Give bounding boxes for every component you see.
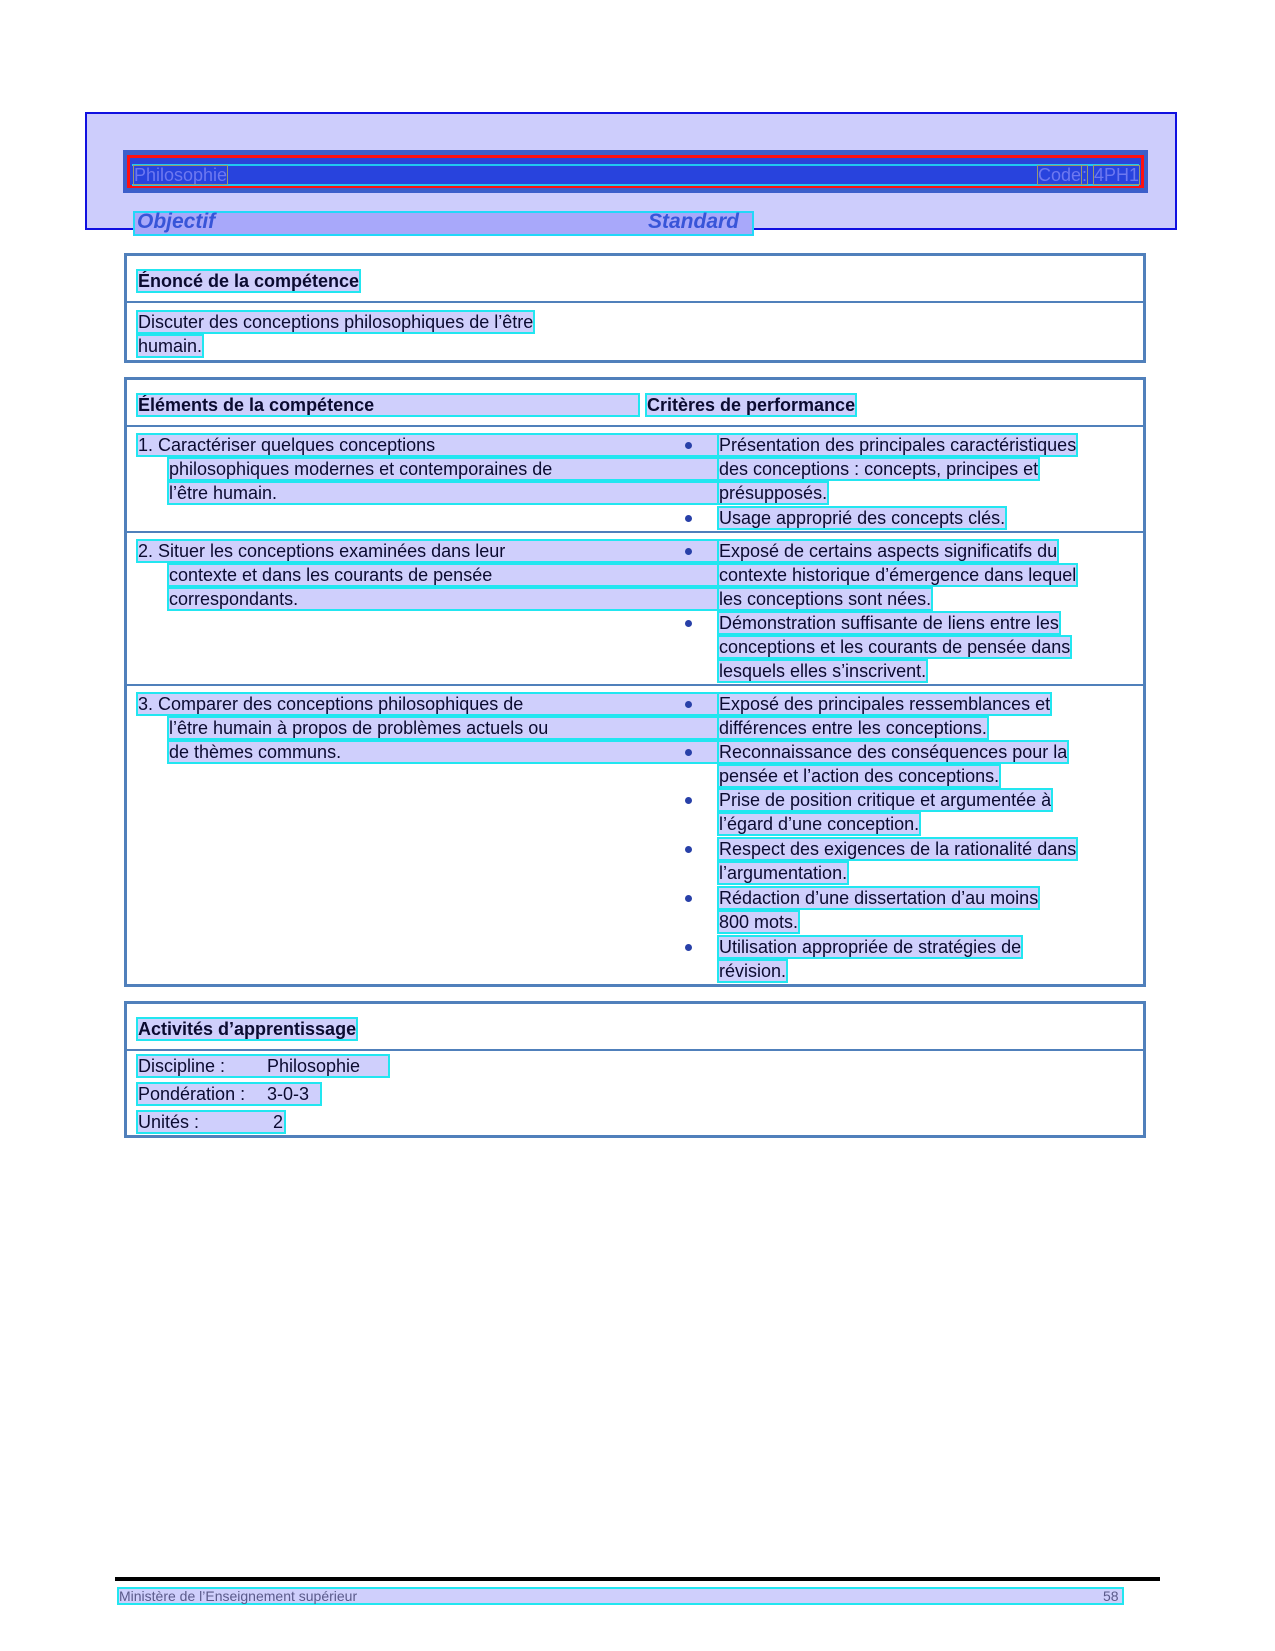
criterion-line: des conceptions : concepts, principes et <box>719 459 1039 479</box>
bullet-icon <box>685 515 692 522</box>
criterion-line: pensée et l’action des conceptions. <box>719 766 1000 786</box>
bullet-icon <box>685 944 692 951</box>
criterion-line: Usage approprié des concepts clés. <box>719 508 1006 528</box>
bullet-icon <box>685 701 692 708</box>
page-number: 58 <box>1103 1588 1119 1604</box>
unites-label: Unités : <box>138 1112 284 1132</box>
bullet-icon <box>685 749 692 756</box>
activites-heading: Activités d’apprentissage <box>138 1019 357 1039</box>
element-line: correspondants. <box>169 589 808 609</box>
code-label: Code <box>1037 165 1081 185</box>
element-line: 3. Comparer des conceptions philosophiques de <box>138 694 808 714</box>
code-separator: : <box>1081 165 1087 185</box>
criterion-line: révision. <box>719 961 787 981</box>
criterion-line: l’égard d’une conception. <box>719 814 920 834</box>
bullet-icon <box>685 548 692 555</box>
element-line: l’être humain. <box>169 483 808 503</box>
footer-ministry: Ministère de l’Enseignement supérieur <box>119 1588 358 1604</box>
course-title-frame <box>127 155 1144 188</box>
criterion-line: Utilisation appropriée de stratégies de <box>719 937 1022 957</box>
criterion-line: Exposé des principales ressemblances et <box>719 694 1051 714</box>
criterion-line: Démonstration suffisante de liens entre les <box>719 613 1059 633</box>
criterion-line: les conceptions sont nées. <box>719 589 932 609</box>
bullet-icon <box>685 895 692 902</box>
ponderation-label: Pondération : <box>138 1084 320 1104</box>
enonce-box <box>124 253 1146 363</box>
criterion-line: contexte historique d’émergence dans lequel <box>719 565 1077 585</box>
element-line: l’être humain à propos de problèmes actuels ou <box>169 718 808 738</box>
col-header-criteres: Critères de performance <box>647 395 856 415</box>
bullet-icon <box>685 442 692 449</box>
row-divider <box>127 684 1143 686</box>
criterion-line: conceptions et les courants de pensée dans <box>719 637 1071 657</box>
course-title-bar <box>123 150 1148 193</box>
element-line: 1. Caractériser quelques conceptions <box>138 435 808 455</box>
ponderation-value: 3-0-3 <box>267 1084 310 1104</box>
course-title-line <box>132 164 1139 186</box>
footer-rule <box>115 1577 1160 1581</box>
enonce-header <box>127 256 1143 303</box>
criterion-line: présupposés. <box>719 483 828 503</box>
elements-criteria-table <box>124 377 1146 987</box>
row-divider <box>127 531 1143 533</box>
criterion-line: lesquels elles s’inscrivent. <box>719 661 927 681</box>
activites-header <box>127 1004 1143 1051</box>
objectif-label: Objectif <box>137 210 216 233</box>
bullet-icon <box>685 620 692 627</box>
criterion-line: différences entre les conceptions. <box>719 718 987 738</box>
element-line: 2. Situer les conceptions examinées dans leur <box>138 541 808 561</box>
enonce-line: Discuter des conceptions philosophiques de l’être <box>138 312 534 332</box>
standard-label: Standard <box>648 210 740 233</box>
bullet-icon <box>685 797 692 804</box>
element-line: de thèmes communs. <box>169 742 808 762</box>
enonce-line: humain. <box>138 336 203 356</box>
element-line: philosophiques modernes et contemporaines de <box>169 459 808 479</box>
element-line: contexte et dans les courants de pensée <box>169 565 808 585</box>
criterion-line: Reconnaissance des conséquences pour la <box>719 742 1068 762</box>
criterion-line: Prise de position critique et argumentée à <box>719 790 1052 810</box>
col-header-elements: Éléments de la compétence <box>138 395 638 415</box>
unites-value: 2 <box>273 1112 284 1132</box>
course-code: 4PH1 <box>1093 165 1139 185</box>
discipline-label: Discipline : <box>138 1056 388 1076</box>
criterion-line: Respect des exigences de la rationalité dans <box>719 839 1077 859</box>
criterion-line: Rédaction d’une dissertation d’au moins <box>719 888 1039 908</box>
discipline-value: Philosophie <box>267 1056 361 1076</box>
criterion-line: 800 mots. <box>719 912 799 932</box>
bullet-icon <box>685 846 692 853</box>
table-header-row <box>127 380 1143 427</box>
enonce-heading: Énoncé de la compétence <box>138 271 360 291</box>
criterion-line: Présentation des principales caractéristiques <box>719 435 1077 455</box>
criterion-line: l’argumentation. <box>719 863 848 883</box>
activites-box <box>124 1001 1146 1138</box>
criterion-line: Exposé de certains aspects significatifs du <box>719 541 1058 561</box>
discipline-title: Philosophie <box>134 165 228 185</box>
